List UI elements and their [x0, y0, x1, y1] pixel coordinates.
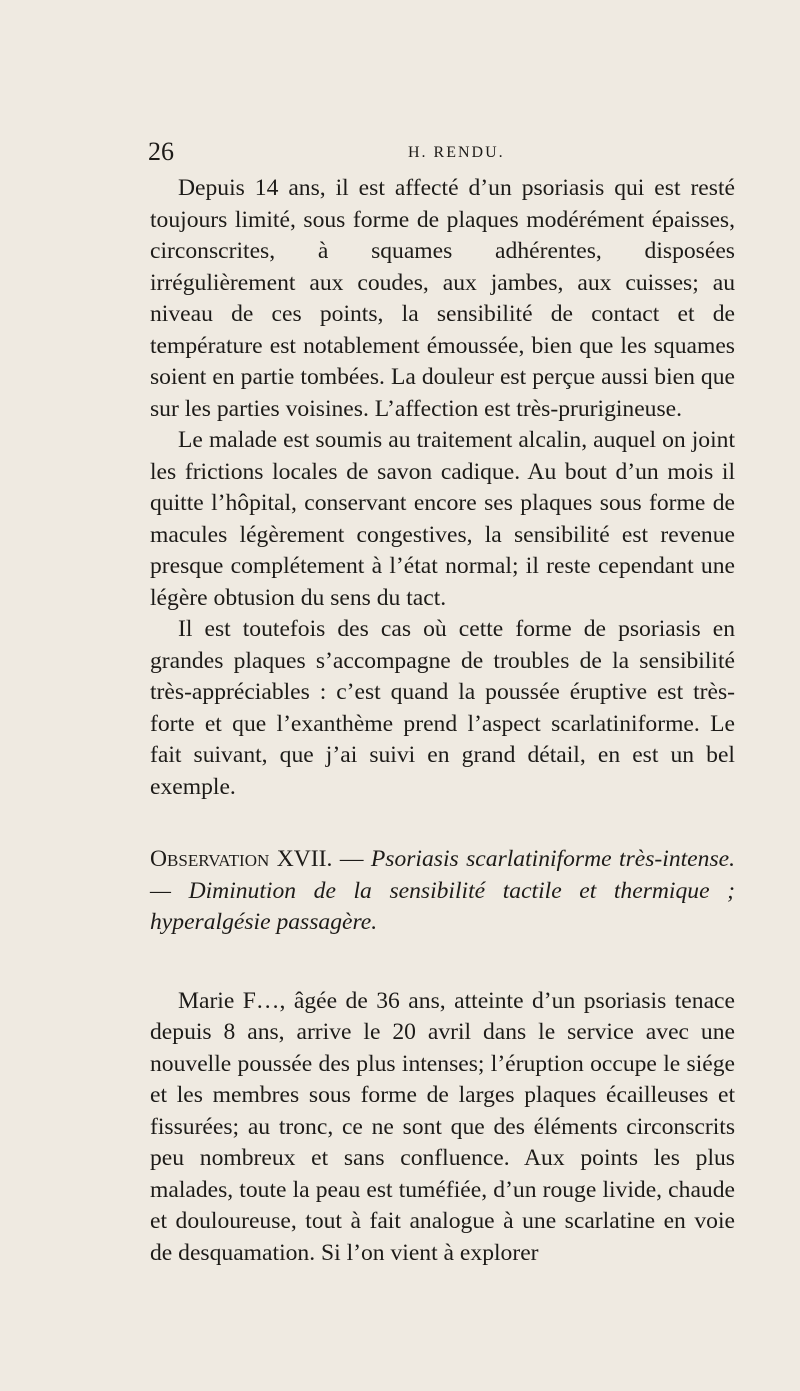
paragraph-1: Depuis 14 ans, il est affecté d’un psoriasis qui est resté toujours limité, sous forme de plaques modérément épaisses, circonscrites, à squames adhérentes, disposées irrégulièrement aux coudes, aux jambes, aux cuisses; au niveau de ces points, la sensibilité de contact et de température est notablement émoussée, bien que les squames soient en partie tombées. La douleur est perçue aussi bien que sur les parties voisines. L’affection est très-prurigineuse. — [150, 175, 735, 422]
observation-label: Observation XVII. — [150, 846, 333, 872]
page-header — [148, 134, 734, 170]
observation-separator: — — [332, 846, 371, 872]
paragraph-2: Le malade est soumis au traitement alcalin, auquel on joint les frictions locales de savon cadique. Au bout d’un mois il quitte l’hôpital, conservant encore ses plaques sous forme de macules légèrement congestives, la sensibilité est revenue presque complétement à l’état normal; il reste cependant une légère obtusion du sens du tact. — [150, 427, 735, 611]
observation-heading — [150, 844, 735, 939]
body-text — [150, 173, 735, 1269]
paragraph-3: Il est toutefois des cas où cette forme de psoriasis en grandes plaques s’accompagne de troubles de la sensibilité très-appréciables : c’est quand la poussée éruptive est très-forte et que l’exanthème prend l’aspect scarlatiniforme. Le fait suivant, que j’ai suivi en grand détail, en est un bel exemple. — [150, 616, 735, 800]
page-number: 26 — [148, 137, 174, 166]
paragraph-4: Marie F…, âgée de 36 ans, atteinte d’un psoriasis tenace depuis 8 ans, arrive le 20 avril dans le service avec une nouvelle poussée des plus intenses; l’éruption occupe le siége et les membres sous forme de larges plaques écailleuses et fissurées; au tronc, ce ne sont que des éléments circonscrits peu nombreux et sans confluence. Aux points les plus malades, toute la peau est tuméfiée, d’un rouge livide, chaude et douloureuse, tout à fait analogue à une scarlatine en voie de desquamation. Si l’on vient à explorer — [150, 987, 735, 1266]
observation-title: Psoriasis scarlatiniforme très-intense. — Diminution de la sensibilité tactile et thermique ; hyperalgésie passagère. — [150, 846, 736, 935]
running-head: H. RENDU. — [408, 144, 505, 161]
